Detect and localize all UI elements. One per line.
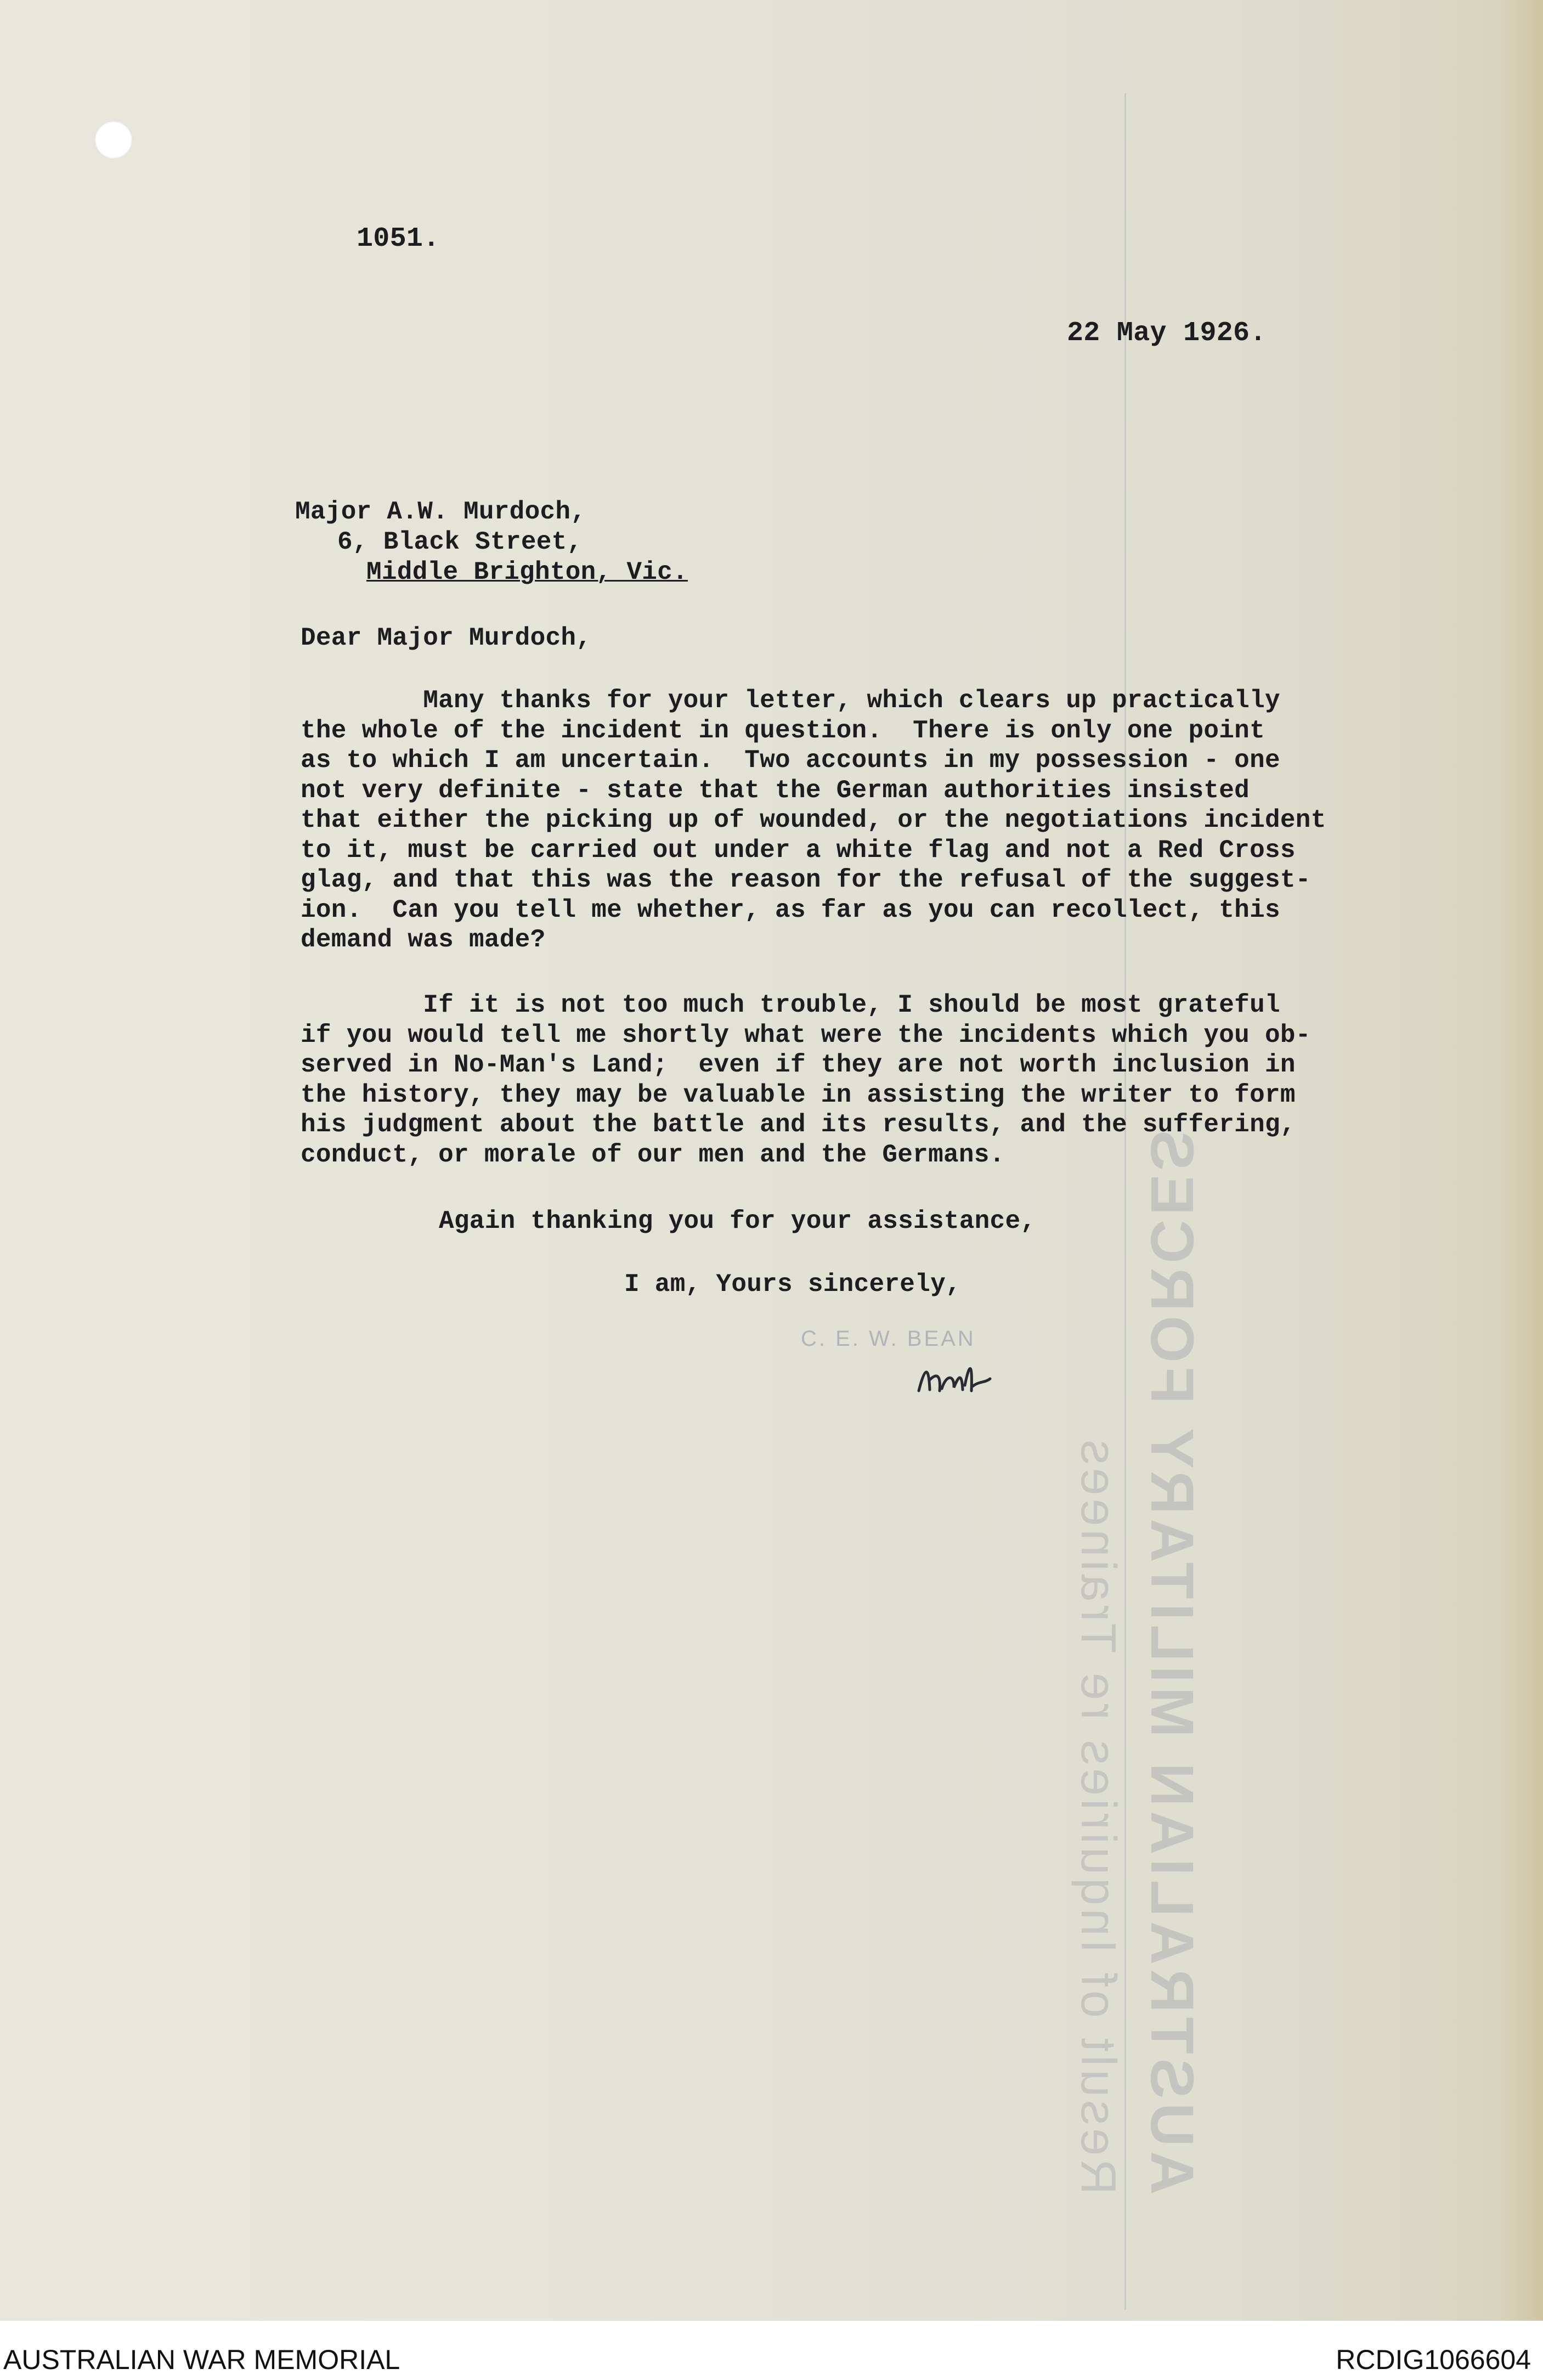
reference-number: 1051.: [357, 223, 440, 255]
addressee-name: Major A.W. Murdoch,: [295, 498, 586, 526]
closing-line: Again thanking you for your assistance,: [439, 1207, 1036, 1236]
handwritten-initials: [908, 1347, 996, 1407]
footer-bar: [0, 2321, 1543, 2380]
sign-off: I am, Yours sincerely,: [624, 1270, 961, 1299]
address-street: 6, Black Street,: [337, 528, 583, 556]
salutation: Dear Major Murdoch,: [301, 624, 592, 652]
body-paragraph-1: Many thanks for your letter, which clears up practically the whole of the incident in question. There is only one point as to which I am uncertain. Two accounts in my possession - one not very definite - state that the German authorities insisted that either the picking up of wounded, or the negotiations incident to it, must be carried out under a white flag and not a Red Cross glag, and that this was the reason for the refusal of the suggest- ion. Can you tell me whether, as far as you can recollect, this demand was made?: [301, 686, 1326, 954]
punch-hole: [94, 121, 133, 159]
body-paragraph-2: If it is not too much trouble, I should be most grateful if you would tell me shortly what were the incidents which you ob- served in No-Man's Land; even if they are not worth inclusion in the history, they may be valuable in assisting the writer to form his judgment about the battle and its results, and the suffering, conduct, or morale of our men and the Germans.: [301, 991, 1311, 1169]
address-suburb: Middle Brighton, Vic.: [366, 558, 688, 586]
letter-date: 22 May 1926.: [1067, 318, 1267, 349]
signature-stamp: C. E. W. BEAN: [801, 1327, 976, 1351]
reverse-side-show-through: AUSTRALIAN MILITARY FORCES Result of Inquiries re Trainees: [1071, 1126, 1206, 2195]
institution-label: AUSTRALIAN WAR MEMORIAL: [3, 2344, 400, 2375]
catalogue-id: RCDIG1066604: [1336, 2344, 1531, 2375]
